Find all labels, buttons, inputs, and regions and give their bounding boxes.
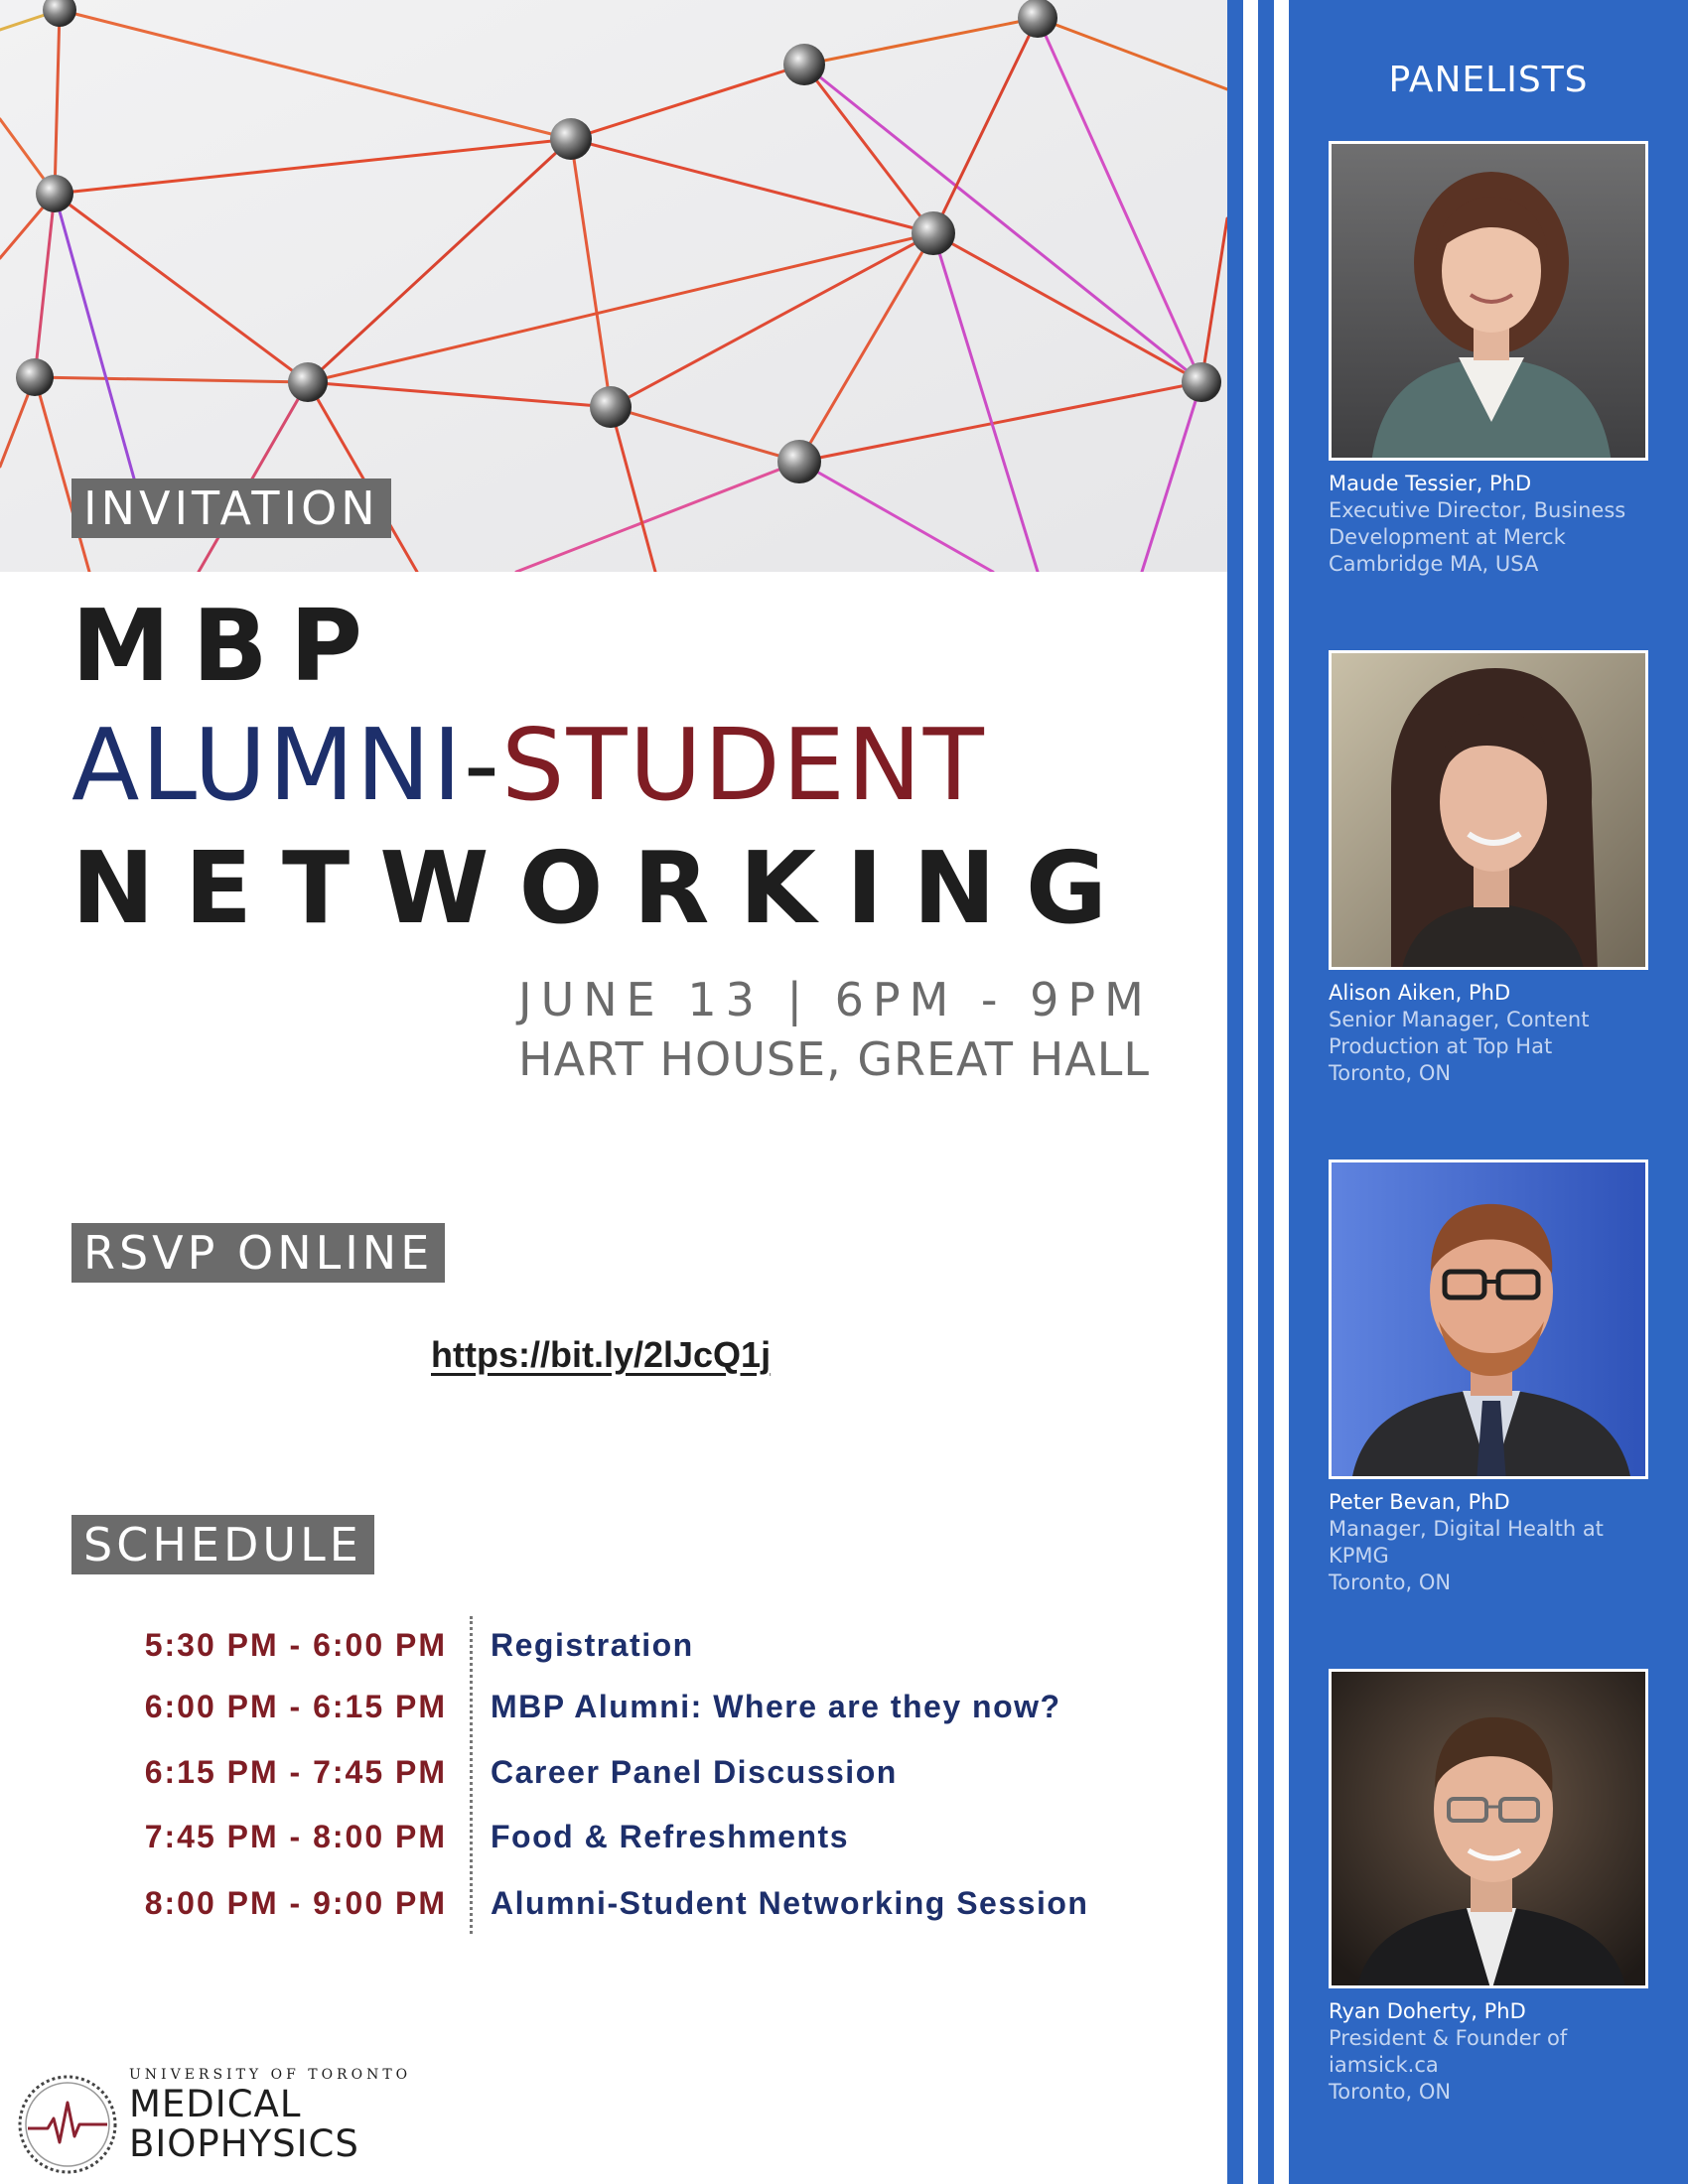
panelist-card [1329, 141, 1686, 578]
panelists-column [1289, 0, 1688, 2184]
schedule-time: 6:00 PM - 6:15 PM [144, 1689, 447, 1724]
blue-stripe [1258, 0, 1274, 2184]
person-portrait-icon [1332, 1162, 1648, 1479]
panelists-heading: PANELISTS [1388, 60, 1589, 100]
panelist-detail: Toronto, ON [1329, 1061, 1452, 1085]
schedule-row [0, 1627, 1172, 1673]
schedule-event: Registration [491, 1627, 694, 1663]
panelist-card [1329, 650, 1686, 1087]
panelist-card [1329, 1160, 1686, 1596]
panelist-detail: Development at Merck [1329, 525, 1566, 549]
title-dash: - [463, 707, 502, 823]
rsvp-tag: RSVP ONLINE [71, 1223, 445, 1283]
panelist-detail: President & Founder of [1329, 2026, 1568, 2050]
panelist-detail: Production at Top Hat [1329, 1034, 1553, 1058]
panelist-name: Alison Aiken, PhD [1329, 981, 1511, 1005]
panelist-name: Peter Bevan, PhD [1329, 1490, 1510, 1514]
panelist-detail: Manager, Digital Health at [1329, 1517, 1604, 1541]
schedule-event: Food & Refreshments [491, 1819, 849, 1854]
event-date-time: JUNE 13 | 6PM - 9PM [518, 973, 1153, 1026]
schedule-event: Career Panel Discussion [491, 1754, 898, 1790]
schedule-event: MBP Alumni: Where are they now? [491, 1689, 1061, 1724]
schedule-time: 7:45 PM - 8:00 PM [144, 1819, 447, 1854]
schedule-time: 5:30 PM - 6:00 PM [144, 1627, 447, 1663]
panelist-photo [1329, 1160, 1648, 1479]
panelist-detail: Senior Manager, Content [1329, 1008, 1590, 1031]
panelist-detail: Toronto, ON [1329, 2080, 1452, 2104]
seal-icon [18, 2063, 121, 2182]
schedule-list [0, 1616, 1172, 1944]
schedule-row [0, 1754, 1172, 1800]
title-line-3: NETWORKING [71, 830, 1137, 946]
person-portrait-icon [1332, 1672, 1648, 1988]
schedule-row [0, 1819, 1172, 1864]
logo-name-line-2: BIOPHYSICS [129, 2122, 359, 2165]
panelist-detail: Executive Director, Business [1329, 498, 1626, 522]
invitation-tag: INVITATION [71, 478, 391, 538]
panelist-card [1329, 1669, 1686, 2106]
person-portrait-icon [1332, 653, 1648, 970]
panelist-detail: iamsick.ca [1329, 2053, 1439, 2077]
panelist-detail: KPMG [1329, 1544, 1389, 1568]
title-line-2 [71, 707, 986, 823]
university-logo [18, 2063, 435, 2182]
person-portrait-icon [1332, 144, 1648, 461]
logo-university-text: UNIVERSITY OF TORONTO [129, 2067, 412, 2083]
title-line-1: MBP [71, 588, 385, 704]
panelist-name: Ryan Doherty, PhD [1329, 1999, 1526, 2023]
event-venue: HART HOUSE, GREAT HALL [518, 1032, 1150, 1086]
title-student: STUDENT [501, 707, 986, 823]
panelist-photo [1329, 141, 1648, 461]
title-alumni: ALUMNI [71, 707, 464, 823]
panelist-photo [1329, 650, 1648, 970]
schedule-tag: SCHEDULE [71, 1515, 374, 1574]
panelist-detail: Cambridge MA, USA [1329, 552, 1539, 576]
schedule-row [0, 1885, 1172, 1931]
schedule-event: Alumni-Student Networking Session [491, 1885, 1089, 1921]
rsvp-link[interactable]: https://bit.ly/2lJcQ1j [431, 1334, 772, 1375]
panelist-detail: Toronto, ON [1329, 1570, 1452, 1594]
panelist-photo [1329, 1669, 1648, 1988]
blue-stripe [1227, 0, 1243, 2184]
schedule-time: 8:00 PM - 9:00 PM [144, 1885, 447, 1921]
schedule-time: 6:15 PM - 7:45 PM [144, 1754, 447, 1790]
panelist-name: Maude Tessier, PhD [1329, 472, 1532, 495]
logo-name-line-1: MEDICAL [129, 2083, 302, 2125]
schedule-row [0, 1689, 1172, 1734]
